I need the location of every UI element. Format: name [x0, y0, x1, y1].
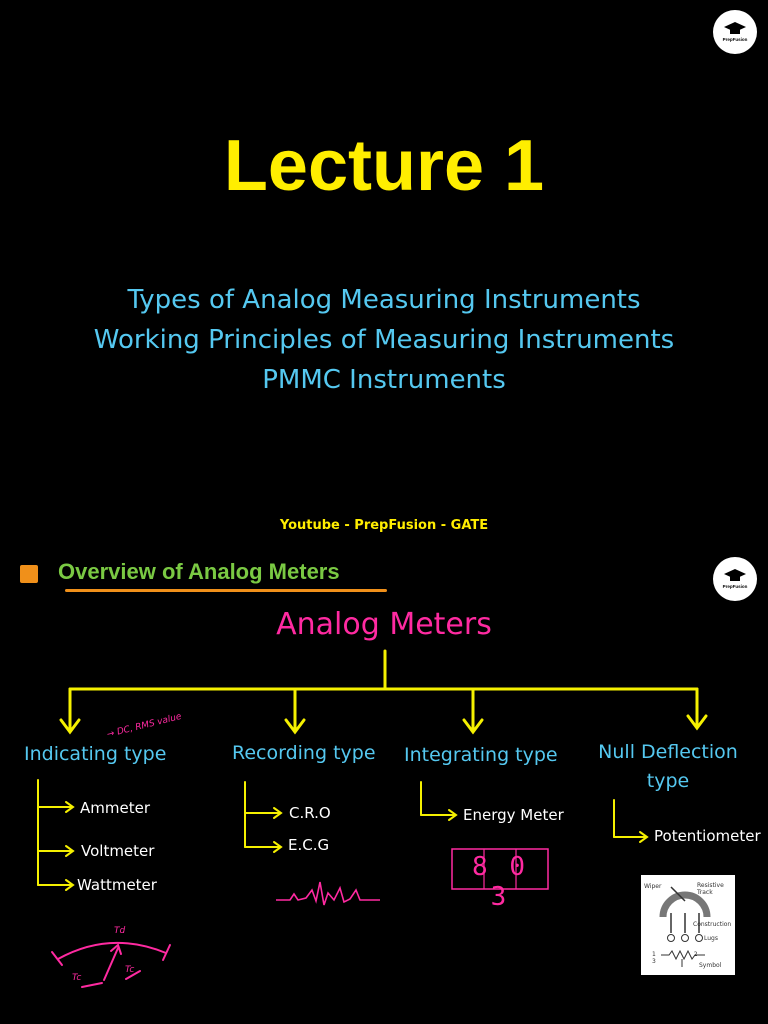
topic-3: PMMC Instruments [262, 365, 506, 395]
category-integrating: Integrating type [404, 744, 558, 766]
leaf-energy-meter: Energy Meter [463, 806, 564, 824]
potentiometer-diagram [641, 875, 735, 975]
leaf-ecg: E.C.G [288, 836, 330, 854]
root-node: Analog Meters [276, 607, 492, 642]
symbol-label: Symbol [699, 962, 722, 969]
wiper-label: Wiper [644, 883, 662, 890]
topic-2: Working Principles of Measuring Instruments [93, 325, 675, 355]
meter-scale-sketch [52, 943, 170, 987]
topic-1: Types of Analog Measuring Instruments [127, 285, 641, 315]
channel-credit: Youtube - PrepFusion - GATE [279, 518, 489, 533]
section-heading: Overview of Analog Meters [58, 559, 340, 584]
lugs-label: Lugs [704, 935, 718, 942]
indicating-note: → DC, RMS value [105, 711, 183, 741]
leaf-wattmeter: Wattmeter [77, 876, 157, 894]
track-label: Resistive Track [697, 882, 724, 896]
lecture-topics [0, 280, 768, 400]
ecg-waveform [276, 882, 380, 905]
category-recording: Recording type [232, 742, 376, 764]
leaf-ammeter: Ammeter [80, 799, 150, 817]
prepfusion-logo [713, 10, 757, 54]
overview-slide [0, 555, 768, 1024]
graduation-cap-icon [724, 22, 746, 36]
tc-label-left: Tc [72, 973, 82, 983]
leaf-cro: C.R.O [289, 804, 331, 822]
energy-digits: 8 0 3 [472, 852, 528, 912]
category-indicating: Indicating type [24, 743, 167, 765]
td-label: Td [114, 926, 126, 936]
logo-text: PrepFusion [722, 37, 748, 42]
tc-label-right: Tc [125, 965, 135, 975]
construction-label: Construction [693, 921, 732, 928]
logo-text: PrepFusion [722, 584, 748, 589]
pin-labels: 1 2 3 [652, 951, 716, 965]
lecture-title: Lecture 1 [223, 126, 545, 206]
leaf-potentiometer: Potentiometer [654, 827, 761, 845]
category-null-deflection: Null Deflection type [598, 741, 738, 792]
leaf-voltmeter: Voltmeter [81, 842, 155, 860]
